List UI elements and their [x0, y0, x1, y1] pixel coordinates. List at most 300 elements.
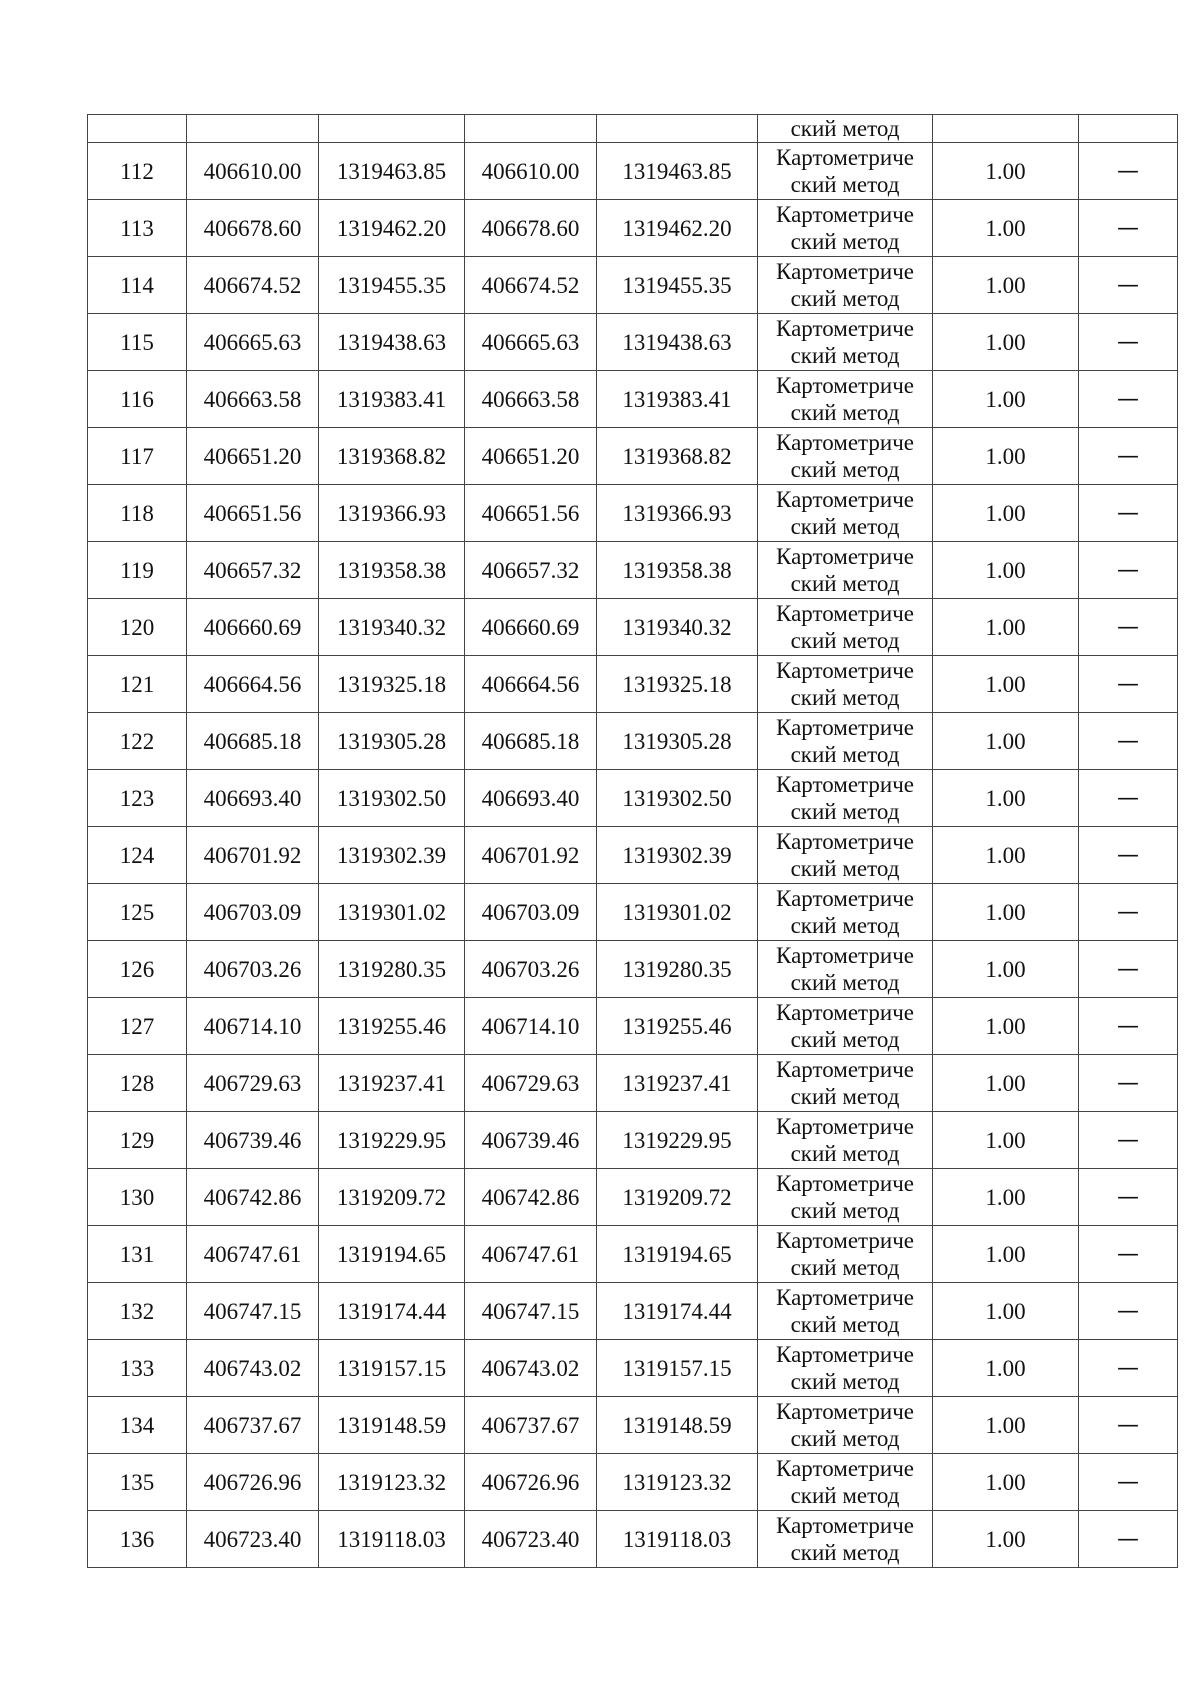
- cell-x-refined-text: 406657.32: [481, 557, 580, 583]
- cell-x-existing: [187, 1055, 319, 1112]
- cell-accuracy-text: 1.00: [985, 728, 1026, 754]
- cell-y-existing: [319, 257, 465, 314]
- cell-x-refined-text: 406714.10: [481, 1013, 580, 1039]
- cell-y-refined: [597, 770, 758, 827]
- table-row: [88, 371, 1178, 428]
- cell-x-refined: [465, 428, 597, 485]
- cell-accuracy-text: 1.00: [985, 614, 1026, 640]
- cell-point-number: [88, 1340, 187, 1397]
- cell-accuracy: [933, 200, 1079, 257]
- cell-method-text: Картометриче ский метод: [776, 1171, 914, 1223]
- cell-accuracy-text: 1.00: [985, 443, 1026, 469]
- cell-x-existing-text: 406660.69: [203, 614, 302, 640]
- cell-point-number-text: 136: [119, 1526, 155, 1552]
- cell-y-refined: [597, 1454, 758, 1511]
- cell-x-existing-text: 406726.96: [203, 1469, 302, 1495]
- cell-note: [1079, 998, 1178, 1055]
- cell-empty: [319, 115, 465, 143]
- cell-x-refined-text: 406663.58: [481, 386, 580, 412]
- cell-x-existing-text: 406657.32: [203, 557, 302, 583]
- cell-empty: [465, 115, 597, 143]
- cell-point-number: [88, 428, 187, 485]
- cell-x-existing: [187, 770, 319, 827]
- cell-point-number-text: 130: [119, 1184, 155, 1210]
- cell-y-refined-text: 1319305.28: [622, 728, 732, 754]
- cell-x-refined: [465, 941, 597, 998]
- cell-y-refined: [597, 827, 758, 884]
- cell-x-refined: [465, 1454, 597, 1511]
- table-row: [88, 941, 1178, 998]
- cell-x-existing: [187, 599, 319, 656]
- cell-point-number-text: 132: [119, 1298, 155, 1324]
- cell-accuracy-text: 1.00: [985, 842, 1026, 868]
- cell-x-refined-text: 406703.26: [481, 956, 580, 982]
- cell-method: [758, 257, 933, 314]
- cell-accuracy-text: 1.00: [985, 272, 1026, 298]
- table-row: [88, 1340, 1178, 1397]
- cell-accuracy: [933, 1511, 1079, 1568]
- cell-point-number-text: 124: [119, 842, 155, 868]
- cell-note: [1079, 599, 1178, 656]
- cell-x-existing: [187, 485, 319, 542]
- cell-method-text: Картометриче ский метод: [776, 145, 914, 197]
- cell-point-number: [88, 1283, 187, 1340]
- cell-method: [758, 884, 933, 941]
- cell-x-existing: [187, 713, 319, 770]
- table-row: [88, 656, 1178, 713]
- cell-method: [758, 143, 933, 200]
- cell-point-number: [88, 656, 187, 713]
- cell-y-existing: [319, 941, 465, 998]
- cell-y-existing: [319, 1397, 465, 1454]
- cell-method-text: Картометриче ский метод: [776, 1228, 914, 1280]
- cell-y-refined-text: 1319463.85: [622, 158, 732, 184]
- cell-x-refined: [465, 1112, 597, 1169]
- cell-point-number: [88, 314, 187, 371]
- cell-empty: [1079, 115, 1178, 143]
- cell-y-existing-text: 1319237.41: [336, 1070, 447, 1096]
- cell-method: [758, 1454, 933, 1511]
- cell-y-existing-text: 1319438.63: [336, 329, 447, 355]
- cell-accuracy-text: 1.00: [985, 1241, 1026, 1267]
- cell-y-existing-text: 1319455.35: [336, 272, 447, 298]
- cell-x-existing-text: 406714.10: [203, 1013, 302, 1039]
- cell-y-existing: [319, 998, 465, 1055]
- cell-y-existing-text: 1319463.85: [336, 158, 447, 184]
- cell-note-text: —: [1117, 1242, 1139, 1267]
- cell-method-text: Картометриче ский метод: [776, 1513, 914, 1565]
- cell-x-refined-text: 406737.67: [481, 1412, 580, 1438]
- cell-y-existing-text: 1319366.93: [336, 500, 447, 526]
- cell-y-refined: [597, 1169, 758, 1226]
- cell-accuracy-text: 1.00: [985, 1469, 1026, 1495]
- cell-x-existing: [187, 200, 319, 257]
- cell-x-refined: [465, 257, 597, 314]
- cell-y-existing-text: 1319118.03: [337, 1526, 446, 1552]
- cell-accuracy: [933, 1340, 1079, 1397]
- cell-method-text: Картометриче ский метод: [776, 943, 914, 995]
- cell-x-existing-text: 406663.58: [203, 386, 302, 412]
- cell-y-refined: [597, 314, 758, 371]
- cell-x-existing-text: 406703.09: [203, 899, 302, 925]
- cell-y-existing: [319, 485, 465, 542]
- cell-x-refined: [465, 1283, 597, 1340]
- cell-x-existing-text: 406664.56: [203, 671, 302, 697]
- cell-y-refined: [597, 542, 758, 599]
- cell-point-number: [88, 1112, 187, 1169]
- cell-point-number: [88, 713, 187, 770]
- table-row: [88, 542, 1178, 599]
- cell-note-text: —: [1117, 387, 1139, 412]
- cell-method: [758, 599, 933, 656]
- table-row: [88, 1511, 1178, 1568]
- cell-point-number-text: 121: [119, 671, 155, 697]
- cell-x-existing: [187, 1397, 319, 1454]
- cell-note-text: —: [1117, 1185, 1139, 1210]
- cell-x-refined-text: 406742.86: [481, 1184, 580, 1210]
- table-row: [88, 713, 1178, 770]
- cell-accuracy: [933, 1055, 1079, 1112]
- cell-y-existing-text: 1319148.59: [336, 1412, 447, 1438]
- cell-y-refined-text: 1319340.32: [622, 614, 732, 640]
- cell-accuracy: [933, 941, 1079, 998]
- cell-y-existing-text: 1319462.20: [336, 215, 447, 241]
- cell-x-existing-text: 406747.61: [203, 1241, 302, 1267]
- cell-y-refined: [597, 599, 758, 656]
- cell-x-refined: [465, 200, 597, 257]
- table-row: [88, 884, 1178, 941]
- cell-y-existing: [319, 200, 465, 257]
- cell-accuracy-text: 1.00: [985, 1013, 1026, 1039]
- cell-y-refined-text: 1319255.46: [622, 1013, 732, 1039]
- cell-method: [758, 1169, 933, 1226]
- cell-y-refined: [597, 371, 758, 428]
- cell-note-text: —: [1117, 1470, 1139, 1495]
- cell-method: [758, 941, 933, 998]
- cell-note: [1079, 941, 1178, 998]
- cell-accuracy: [933, 998, 1079, 1055]
- cell-y-existing-text: 1319280.35: [336, 956, 447, 982]
- cell-x-refined: [465, 542, 597, 599]
- table-row: [88, 200, 1178, 257]
- cell-x-existing: [187, 1511, 319, 1568]
- cell-x-refined-text: 406651.56: [481, 500, 580, 526]
- table-row: [88, 599, 1178, 656]
- cell-method: [758, 713, 933, 770]
- cell-method: [758, 1112, 933, 1169]
- cell-y-existing: [319, 1283, 465, 1340]
- coordinates-table: [87, 114, 1178, 1568]
- cell-point-number: [88, 1055, 187, 1112]
- table-row: [88, 485, 1178, 542]
- cell-method-text: Картометриче ский метод: [776, 1057, 914, 1109]
- cell-y-existing-text: 1319383.41: [336, 386, 447, 412]
- cell-accuracy: [933, 656, 1079, 713]
- cell-x-refined-text: 406674.52: [481, 272, 580, 298]
- cell-x-refined: [465, 1055, 597, 1112]
- cell-x-existing-text: 406742.86: [203, 1184, 302, 1210]
- cell-method-text: Картометриче ский метод: [776, 1456, 914, 1508]
- cell-note-text: —: [1117, 159, 1139, 184]
- cell-point-number-text: 123: [119, 785, 155, 811]
- cell-note: [1079, 314, 1178, 371]
- cell-note: [1079, 1283, 1178, 1340]
- cell-point-number-text: 125: [119, 899, 155, 925]
- cell-accuracy-text: 1.00: [985, 1298, 1026, 1324]
- cell-x-refined-text: 406678.60: [481, 215, 580, 241]
- cell-method-text: Картометриче ский метод: [776, 1114, 914, 1166]
- cell-x-refined: [465, 770, 597, 827]
- cell-method: [758, 314, 933, 371]
- cell-x-refined-text: 406665.63: [481, 329, 580, 355]
- cell-point-number: [88, 257, 187, 314]
- cell-x-refined: [465, 314, 597, 371]
- cell-point-number: [88, 1226, 187, 1283]
- cell-x-refined: [465, 998, 597, 1055]
- cell-x-refined-text: 406664.56: [481, 671, 580, 697]
- cell-method: [758, 1511, 933, 1568]
- cell-x-existing-text: 406743.02: [203, 1355, 302, 1381]
- cell-x-existing-text: 406678.60: [203, 215, 302, 241]
- cell-note-text: —: [1117, 729, 1139, 754]
- cell-point-number: [88, 485, 187, 542]
- cell-y-refined: [597, 1226, 758, 1283]
- cell-x-existing-text: 406739.46: [203, 1127, 302, 1153]
- cell-accuracy: [933, 884, 1079, 941]
- cell-point-number-text: 118: [120, 500, 154, 526]
- cell-note: [1079, 542, 1178, 599]
- table-row: [88, 143, 1178, 200]
- cell-y-refined-text: 1319229.95: [622, 1127, 732, 1153]
- cell-note: [1079, 1055, 1178, 1112]
- cell-accuracy: [933, 1226, 1079, 1283]
- cell-y-existing-text: 1319255.46: [336, 1013, 447, 1039]
- cell-y-existing-text: 1319174.44: [336, 1298, 447, 1324]
- cell-y-refined: [597, 1511, 758, 1568]
- cell-method-text: Картометриче ский метод: [776, 715, 914, 767]
- table-row: [88, 998, 1178, 1055]
- cell-point-number-text: 126: [119, 956, 155, 982]
- cell-x-existing: [187, 1454, 319, 1511]
- cell-accuracy: [933, 1397, 1079, 1454]
- cell-note-text: —: [1117, 786, 1139, 811]
- cell-x-existing: [187, 998, 319, 1055]
- cell-y-refined: [597, 941, 758, 998]
- cell-accuracy: [933, 143, 1079, 200]
- cell-point-number-text: 115: [120, 329, 154, 355]
- cell-note: [1079, 713, 1178, 770]
- cell-y-existing-text: 1319302.50: [336, 785, 447, 811]
- cell-x-refined-text: 406703.09: [481, 899, 580, 925]
- cell-y-existing: [319, 542, 465, 599]
- cell-note: [1079, 257, 1178, 314]
- cell-x-existing: [187, 1112, 319, 1169]
- cell-y-existing: [319, 656, 465, 713]
- cell-accuracy-text: 1.00: [985, 671, 1026, 697]
- cell-x-existing: [187, 371, 319, 428]
- cell-y-refined-text: 1319157.15: [622, 1355, 732, 1381]
- cell-y-refined-text: 1319366.93: [622, 500, 732, 526]
- cell-note-text: —: [1117, 1413, 1139, 1438]
- cell-y-refined: [597, 428, 758, 485]
- cell-x-existing: [187, 542, 319, 599]
- table-row: [88, 1397, 1178, 1454]
- table-body: [88, 115, 1178, 1568]
- cell-note-text: —: [1117, 843, 1139, 868]
- cell-y-refined-text: 1319368.82: [622, 443, 732, 469]
- cell-y-existing: [319, 314, 465, 371]
- cell-accuracy-text: 1.00: [985, 1127, 1026, 1153]
- cell-point-number-text: 113: [120, 215, 154, 241]
- cell-accuracy-text: 1.00: [985, 386, 1026, 412]
- cell-x-refined: [465, 827, 597, 884]
- cell-method-text: Картометриче ский метод: [776, 1000, 914, 1052]
- cell-x-existing-text: 406723.40: [203, 1526, 302, 1552]
- cell-accuracy-text: 1.00: [985, 956, 1026, 982]
- cell-y-existing: [319, 1112, 465, 1169]
- cell-point-number-text: 133: [119, 1355, 155, 1381]
- cell-y-existing-text: 1319368.82: [336, 443, 447, 469]
- cell-y-existing: [319, 713, 465, 770]
- cell-x-refined-text: 406651.20: [481, 443, 580, 469]
- cell-y-refined-text: 1319302.39: [622, 842, 732, 868]
- cell-y-existing: [319, 599, 465, 656]
- cell-note-text: —: [1117, 1527, 1139, 1552]
- cell-accuracy-text: 1.00: [985, 557, 1026, 583]
- cell-y-refined-text: 1319194.65: [622, 1241, 732, 1267]
- cell-y-refined-text: 1319123.32: [622, 1469, 732, 1495]
- cell-x-existing: [187, 314, 319, 371]
- cell-point-number-text: 128: [119, 1070, 155, 1096]
- cell-note: [1079, 1511, 1178, 1568]
- cell-y-refined: [597, 1397, 758, 1454]
- cell-method: [758, 1397, 933, 1454]
- cell-method-continuation: ский метод: [758, 115, 933, 143]
- cell-y-refined-text: 1319438.63: [622, 329, 732, 355]
- cell-accuracy: [933, 542, 1079, 599]
- cell-point-number: [88, 1454, 187, 1511]
- cell-accuracy: [933, 1112, 1079, 1169]
- cell-point-number: [88, 1397, 187, 1454]
- cell-x-refined: [465, 884, 597, 941]
- table-row: [88, 1169, 1178, 1226]
- cell-y-refined: [597, 200, 758, 257]
- cell-method-text: Картометриче ский метод: [776, 601, 914, 653]
- cell-point-number: [88, 884, 187, 941]
- cell-accuracy: [933, 1283, 1079, 1340]
- cell-note: [1079, 1340, 1178, 1397]
- cell-note-text: —: [1117, 1128, 1139, 1153]
- cell-y-refined: [597, 143, 758, 200]
- cell-note-text: —: [1117, 672, 1139, 697]
- cell-point-number: [88, 998, 187, 1055]
- cell-x-refined: [465, 485, 597, 542]
- cell-y-existing-text: 1319325.18: [336, 671, 447, 697]
- cell-note: [1079, 827, 1178, 884]
- cell-method: [758, 542, 933, 599]
- cell-y-refined-text: 1319358.38: [622, 557, 732, 583]
- cell-x-existing: [187, 1283, 319, 1340]
- continuation-row: [88, 115, 1178, 143]
- table-row: [88, 1283, 1178, 1340]
- cell-y-existing-text: 1319305.28: [336, 728, 447, 754]
- cell-y-refined: [597, 1055, 758, 1112]
- cell-y-refined-text: 1319237.41: [622, 1070, 732, 1096]
- cell-x-existing-text: 406610.00: [203, 158, 302, 184]
- cell-note: [1079, 1226, 1178, 1283]
- cell-accuracy: [933, 428, 1079, 485]
- cell-y-refined-text: 1319383.41: [622, 386, 732, 412]
- table-row: [88, 1112, 1178, 1169]
- cell-y-existing: [319, 371, 465, 428]
- cell-x-existing: [187, 143, 319, 200]
- cell-point-number-text: 131: [119, 1241, 155, 1267]
- cell-y-existing-text: 1319123.32: [336, 1469, 447, 1495]
- cell-note-text: —: [1117, 216, 1139, 241]
- cell-note-text: —: [1117, 1356, 1139, 1381]
- cell-note-text: —: [1117, 1071, 1139, 1096]
- cell-method-text: Картометриче ский метод: [776, 316, 914, 368]
- cell-note: [1079, 1112, 1178, 1169]
- cell-y-refined-text: 1319302.50: [622, 785, 732, 811]
- cell-y-existing-text: 1319340.32: [336, 614, 447, 640]
- cell-y-refined-text: 1319174.44: [622, 1298, 732, 1324]
- cell-note-text: —: [1117, 273, 1139, 298]
- cell-x-refined-text: 406726.96: [481, 1469, 580, 1495]
- cell-y-refined-text: 1319209.72: [622, 1184, 732, 1210]
- cell-method-text: Картометриче ский метод: [776, 829, 914, 881]
- cell-x-existing-text: 406747.15: [203, 1298, 302, 1324]
- cell-x-existing-text: 406703.26: [203, 956, 302, 982]
- cell-method: [758, 770, 933, 827]
- cell-accuracy: [933, 371, 1079, 428]
- cell-accuracy-text: 1.00: [985, 1070, 1026, 1096]
- cell-y-existing: [319, 1169, 465, 1226]
- cell-x-refined-text: 406747.15: [481, 1298, 580, 1324]
- cell-point-number: [88, 200, 187, 257]
- cell-empty: [933, 115, 1079, 143]
- cell-method-text: Картометриче ский метод: [776, 373, 914, 425]
- cell-y-refined-text: 1319455.35: [622, 272, 732, 298]
- cell-note: [1079, 1454, 1178, 1511]
- cell-point-number-text: 120: [119, 614, 155, 640]
- cell-x-existing-text: 406665.63: [203, 329, 302, 355]
- cell-accuracy: [933, 257, 1079, 314]
- cell-y-existing-text: 1319157.15: [336, 1355, 447, 1381]
- cell-x-refined: [465, 371, 597, 428]
- cell-note: [1079, 1169, 1178, 1226]
- cell-method-text: Картометриче ский метод: [776, 1342, 914, 1394]
- cell-x-refined: [465, 1511, 597, 1568]
- cell-y-existing-text: 1319229.95: [336, 1127, 447, 1153]
- cell-accuracy: [933, 599, 1079, 656]
- cell-x-refined-text: 406723.40: [481, 1526, 580, 1552]
- cell-accuracy-text: 1.00: [985, 899, 1026, 925]
- cell-note: [1079, 143, 1178, 200]
- cell-point-number-text: 122: [119, 728, 155, 754]
- cell-method: [758, 656, 933, 713]
- cell-y-existing-text: 1319302.39: [336, 842, 447, 868]
- cell-y-refined-text: 1319280.35: [622, 956, 732, 982]
- cell-point-number-text: 114: [120, 272, 154, 298]
- cell-method-text: Картометриче ский метод: [776, 1285, 914, 1337]
- cell-method: [758, 371, 933, 428]
- cell-y-existing: [319, 770, 465, 827]
- cell-accuracy-text: 1.00: [985, 1526, 1026, 1552]
- cell-x-existing-text: 406693.40: [203, 785, 302, 811]
- cell-method-text: Картометриче ский метод: [776, 886, 914, 938]
- cell-x-existing: [187, 827, 319, 884]
